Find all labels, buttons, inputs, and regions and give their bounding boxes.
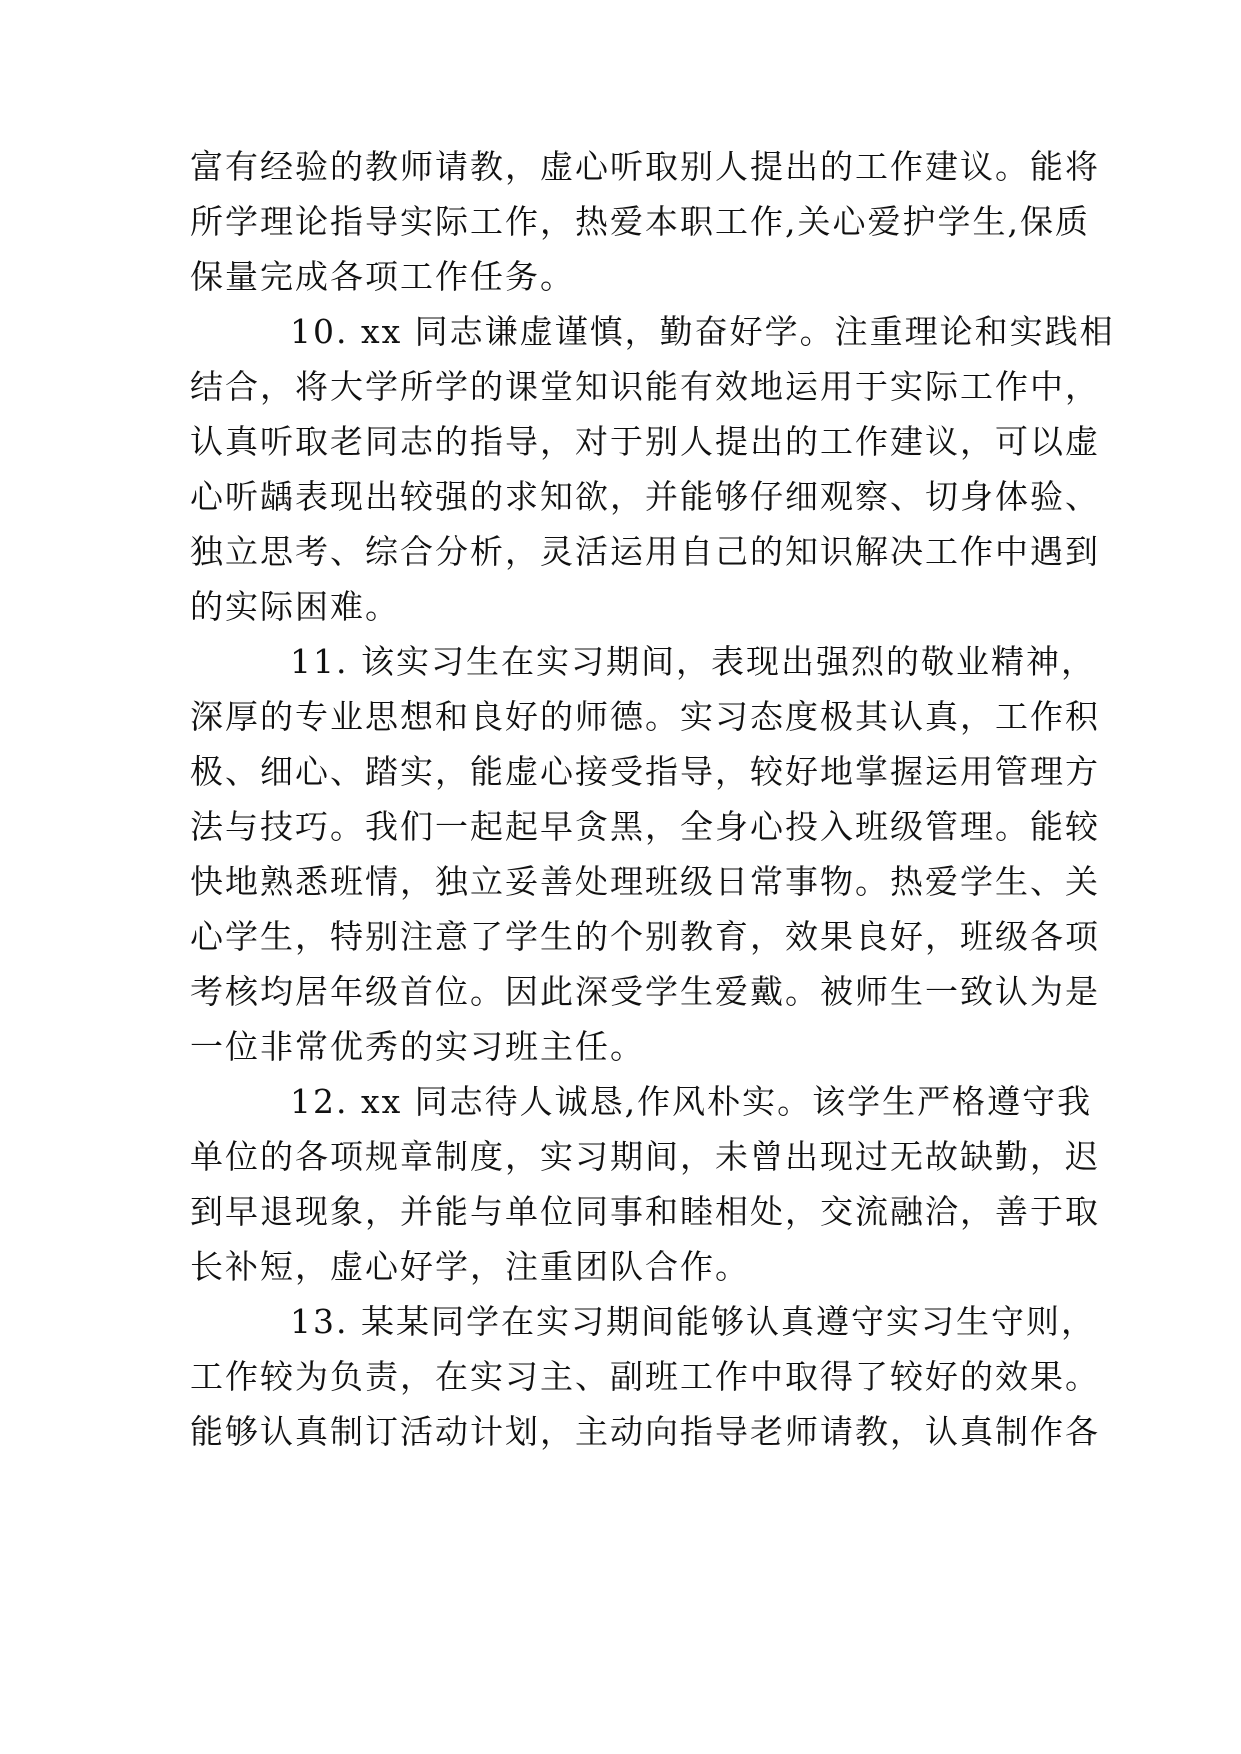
paragraph-line: 长补短，虚心好学，注重团队合作。 bbox=[190, 1247, 750, 1286]
paragraph-line: 单位的各项规章制度，实习期间，未曾出现过无故缺勤，迟 bbox=[190, 1137, 1100, 1176]
paragraph-start-line: 11. 该实习生在实习期间，表现出强烈的敬业精神， bbox=[290, 642, 1096, 681]
paragraph-line: 一位非常优秀的实习班主任。 bbox=[190, 1027, 645, 1066]
paragraph-line: 心学生，特别注意了学生的个别教育，效果良好，班级各项 bbox=[190, 917, 1100, 956]
paragraph-line: 快地熟悉班情，独立妥善处理班级日常事物。热爱学生、关 bbox=[190, 862, 1100, 901]
paragraph-line: 到早退现象，并能与单位同事和睦相处，交流融洽，善于取 bbox=[190, 1192, 1100, 1231]
paragraph-line: 认真听取老同志的指导，对于别人提出的工作建议，可以虚 bbox=[190, 422, 1100, 461]
paragraph-line: 独立思考、综合分析，灵活运用自己的知识解决工作中遇到 bbox=[190, 532, 1100, 571]
paragraph-line: 考核均居年级首位。因此深受学生爱戴。被师生一致认为是 bbox=[190, 972, 1100, 1011]
paragraph-line: 所学理论指导实际工作，热爱本职工作,关心爱护学生,保质 bbox=[190, 202, 1090, 241]
paragraph-line: 法与技巧。我们一起起早贪黑，全身心投入班级管理。能较 bbox=[190, 807, 1100, 846]
paragraph-start-line: 10. xx 同志谦虚谨慎，勤奋好学。注重理论和实践相 bbox=[290, 312, 1115, 351]
paragraph-line: 深厚的专业思想和良好的师德。实习态度极其认真，工作积 bbox=[190, 697, 1100, 736]
paragraph-line: 极、细心、踏实，能虚心接受指导，较好地掌握运用管理方 bbox=[190, 752, 1100, 791]
paragraph-start-line: 13. 某某同学在实习期间能够认真遵守实习生守则， bbox=[290, 1302, 1096, 1341]
paragraph-line: 的实际困难。 bbox=[190, 587, 400, 626]
paragraph-line: 心听龋表现出较强的求知欲，并能够仔细观察、切身体验、 bbox=[190, 477, 1100, 516]
paragraph-line: 结合，将大学所学的课堂知识能有效地运用于实际工作中， bbox=[190, 367, 1100, 406]
paragraph-line: 能够认真制订活动计划，主动向指导老师请教，认真制作各 bbox=[190, 1412, 1100, 1451]
paragraph-line: 保量完成各项工作任务。 bbox=[190, 257, 575, 296]
paragraph-start-line: 12. xx 同志待人诚恳,作风朴实。该学生严格遵守我 bbox=[290, 1082, 1093, 1121]
paragraph-line: 富有经验的教师请教，虚心听取别人提出的工作建议。能将 bbox=[190, 147, 1100, 186]
paragraph-line: 工作较为负责，在实习主、副班工作中取得了较好的效果。 bbox=[190, 1357, 1100, 1396]
